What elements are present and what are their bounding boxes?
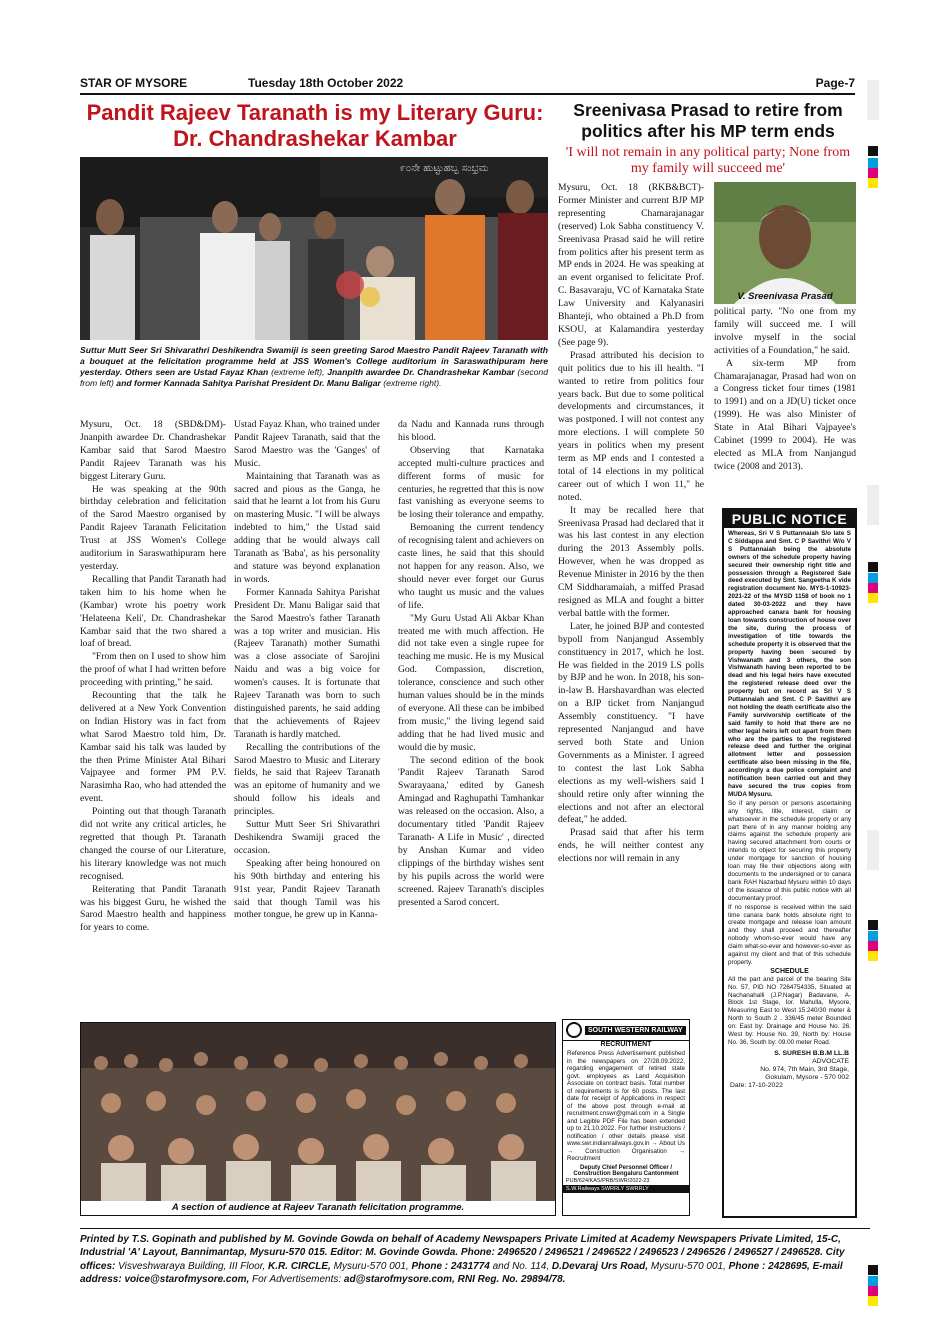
margin-gray-strip-low xyxy=(867,830,879,870)
lead-story-column-3: da Nadu and Kannada runs through his blood. Observing that Karnataka accepted multi-culture practices and different forms of music for centuries, he regretted that this is now fast vanishing as everyone seems to be losing their tolerance and empathy. Bemoaning the current tendency of recognising talent and achievers on caste lines, he said that this should not happen for any reason. Also, we should never ever forget our Gurus who taught us music and the values of life. "My Guru Ustad Ali Akbar Khan treated me with much affection. He did not take even a single rupee for teaching me music. He is my Musical God. Compassion, discretion, tolerance, conscience and such other human values should be in the minds of everyone. All these can be imbibed from music," the living legend said adding that he had lived music and would die by music. The second edition of the book 'Pandit Rajeev Taranath Sarod Swarayaana,' edited by Ganesh Amingad and Raghupathi Tamhankar was released on the occasion. Also, a documentary titled 'Pandit Rajeev Taranath- A Life in Music' , directed by Anshan Kumar and video clippings of the birthday wishes sent by his pupils across the world were screened. Rajeev Taranath's disciples presented a Sarod concert. xyxy=(398,419,544,908)
portrait-graphic xyxy=(714,182,856,304)
advocate-address-1: No. 974, 7th Main, 3rd Stage, xyxy=(760,1065,849,1073)
audience-caption: A section of audience at Rajeev Taranath felicitation programme. xyxy=(171,1202,465,1213)
prasad-photo-caption: V. Sreenivasa Prasad xyxy=(737,291,833,302)
lead-headline: Pandit Rajeev Taranath is my Literary Guru: Dr. Chandrashekar Kambar xyxy=(86,100,544,151)
lead-photo-caption: Suttur Mutt Seer Sri Shivarathri Deshikendra Swamiji is seen greeting Sarod Maestro Pandit Rajeev Taranath with a bouquet at the felicitation programme held at JSS Women's College auditorium in Saraswathipuram here yesterday. Others seen are Ustad Fayaz Khan (extreme left), Jnanpith awardee Dr. Chandrashekar Kambar (second from left) and former Kannada Sahitya Parishat President Dr. Manu Baligar (extreme right). xyxy=(80,345,548,388)
cmyk-mark-magenta-4 xyxy=(868,1286,878,1296)
side-story-column-2: political party. "No one from my family will succeed me. I will involve myself in the social activities of a Foundation," he said. A six-term MP from Chamarajanagar, Prasad had won on a Congress ticket four times (1981 to 1991) and on a JD(U) ticket once (1999). He was also Minister of State in Atal Bihari Vajpayee's Cabinet (1999 to 2004). He was elected as MLA from Nanjangud twice (2008 and 2013). xyxy=(714,306,856,472)
side-subhead: 'I will not remain in any political party; None from my family will succeed me' xyxy=(565,145,851,176)
public-notice-body: Whereas, Sri V S Puttannaiah S/o late S C Siddappa and Smt. C P Savithri W/o V S Puttannaiah being the absolute owners of the schedule property having secured their ownership right title and possession through a Registered Sale deed executed by Smt. Sangeetha K vide registration document No. MYS-1-10923-2021-22 of the MYSD 1158 of book no 1 dated 30-03-2022 and they have approached canara bank for housing loan towards construction of house over the site, during the process of investigation of title towards the schedule property it is observed that the property having been secured by Vishwanath and 3 others, the son Vishwanath having been reported to be dead and his legal heirs have executed the registered release deed over the property but on record as Sri V S Puttannaiah and Smt. C P Savithri are not holding the death certificate also the Family survivorship certificate of the said family to hold that there are no other legal heirs left out apart from them who are the parties to the registered release deed and further the original allotment letter and possession certificate also been missing in the file, accordingly a due police complaint and notification been carried out and they have secured the true copies from MUDA Mysuru. So if any person or persons ascertaining any rights, title, interest, claim or whatsoever in the schedule property or any part there of in any manner holding any claims against the schedule property are having secured attachment from courts or intends to object for securing this property under mortgage for sanction of housing loan may file their objections along with documents to the undersigned or to canara bank RAH Nazarbad Mysuru within 10 days of the issuance of this public notice with all documentary proof. If no response is received within the said time canara bank holds absolute right to create mortgage and release loan amount and they shall proceed and thereafter nobody whom-so-ever would have any claim what-so-ever and however-so-ever as against my client and that of this schedule property. SCHEDULE All the part and parcel of the bearing Site No. 57, PID NO 7264754335, Situated at Nachanahalli (J.P.Nagar) Badavane, A-Block 1st Stage, Ior. Mahulla, Mysore, Measuring East to West 15.240/30 meter & North to South 2 . 336/45 meter Bounded on: East by: Drainage and House No. 26. West by: House No. 39, North by: House No. 36, South by: 09.00 meter Road. xyxy=(728,530,851,1046)
public-notice xyxy=(722,508,857,1218)
cmyk-mark-black-1 xyxy=(868,146,878,156)
lead-story-column-1: Mysuru, Oct. 18 (SBD&DM)- Jnanpith awardee Dr. Chandrashekar Kambar said that Sarod Maestro Pandit Rajeev Taranath was his biggest Literary Guru. He was speaking at the 90th birthday celebration and felicitation of the Sarod Maestro organised by Pandit Rajeev Taranath Felicitation Trust at JSS Women's College auditorium in Saraswathipuram here yesterday. Recalling that Pandit Taranath had taken him to his home when he (Kambar) wrote his poetry work 'Helateena Keli', Dr. Chandrashekar Kambar said that the two shared a loaf of bread. "From then on I used to show him the proof of what I had written before proceeding with printing," he said. Recounting that the talk he delivered at a New York Convention on Indian History was in fact from what Sarod Maestro told him, Dr. Kambar said his talk was lauded by the then Prime Minister Atal Bihari Vajpayee and former PM P.V. Narasimha Rao, who had attended the event. Pointing out that though Taranath did not write any critical articles, he regretted that though Pt. Taranath changed the course of our Literature, his literary knowledge was not much recognised. Reiterating that Pandit Taranath was his biggest Guru, he wished the Sarod Maestro health and happiness for years to come. xyxy=(80,419,226,934)
railway-ad-signatory: Deputy Chief Personnel Officer / Construction Bengaluru Cantonment xyxy=(573,1164,679,1177)
audience-photo xyxy=(80,1022,556,1216)
cmyk-mark-magenta-2 xyxy=(868,583,878,593)
schedule-title: SCHEDULE xyxy=(770,967,809,975)
issue-date: Tuesday 18th October 2022 xyxy=(248,76,404,90)
railway-ad-body: Reference Press Advertisement published in the newspapers on 27/28.09.2022, regarding engagement of retired state govt. employees as Land Acquisition Associate on contract basis. Total number of requirements is for 60 posts. The last date for receipt of Applications in respect of the above post through e-mail at recruitment.cnswr@gmail.com in a Single and Legible PDF File has been extended up to 21.10.2022. For further instructions / notification / other details please visit www.swr.indianrailways.gov.in → About Us → Construction Organisation → Recruitment xyxy=(567,1050,685,1162)
margin-gray-strip-mid xyxy=(867,485,879,525)
cmyk-mark-black-2 xyxy=(868,562,878,572)
cmyk-mark-magenta-1 xyxy=(868,168,878,178)
audience-photo-graphic xyxy=(81,1023,555,1215)
cmyk-mark-cyan-1 xyxy=(868,158,878,168)
cmyk-mark-black-4 xyxy=(868,1265,878,1275)
cmyk-mark-cyan-2 xyxy=(868,573,878,583)
railway-ad-social: S.W.Railways SWRRLY SWRRLY xyxy=(563,1185,689,1193)
lead-story-column-2: Ustad Fayaz Khan, who trained under Pandit Rajeev Taranath, said that the Sarod Maestro was the 'Ganges' of Music. Maintaining that Taranath was as sacred and pious as the Ganga, he said that he learnt a lot from his Guru on mastering Music. "I will be always indebted to him," the Ustad said adding that he would always call Taranath as 'Baba', as his personality and stature was beyond explanation in words. Former Kannada Sahitya Parishat President Dr. Manu Baligar said that the Sarod Maestro's father Taranath was a top writer and musician. His (Rajeev Taranath) mother Sumathi was a close associate of Sarojini Naidu and was a big voice for women's causes. It is fortunate that Rajeev Taranath was born to such distinguished parents, he said adding that the achievements of Rajeev Taranath is hardly matched. Recalling the contributions of the Sarod Maestro to Music and Literary fields, he said that Rajeev Taranath was an epitome of humanity and we should follow his ideals and principles. Suttur Mutt Seer Sri Shivarathri Deshikendra Swamiji graced the occasion. Speaking after being honoured on his 90th birthday and entering his 91st year, Pandit Rajeev Taranath said that though Tamil was his mother tongue, he grew up in Kanna- xyxy=(234,419,380,921)
cmyk-mark-magenta-3 xyxy=(868,941,878,951)
margin-gray-strip-top xyxy=(867,80,879,120)
footer-rule xyxy=(80,1228,870,1229)
schedule-text: All the part and parcel of the bearing Site No. 57, PID NO 7264754335, Situated at Nachanahalli (J.P.Nagar) Badavane, A-Block 1st Stage, Ior. Mahulla, Mysore, Measuring East to West 15.240/30 meter & North to South 2 . 336/45 meter Bounded on: East by: Drainage and House No. 26. West by: House No. 39, North by: House No. 36, South by: 09.00 meter Road. xyxy=(728,975,851,1046)
railway-ad-title: RECRUITMENT xyxy=(600,1041,652,1048)
side-headline: Sreenivasa Prasad to retire from politics after his MP term ends xyxy=(573,100,843,141)
paper-name: STAR OF MYSORE xyxy=(80,76,188,90)
prasad-photo xyxy=(714,182,856,304)
cmyk-mark-cyan-4 xyxy=(868,1276,878,1286)
advocate-title: ADVOCATE xyxy=(812,1057,849,1065)
railway-name: SOUTH WESTERN RAILWAY xyxy=(585,1026,686,1035)
felicitation-photo-graphic xyxy=(80,157,548,340)
cmyk-mark-yellow-3 xyxy=(868,951,878,961)
cmyk-mark-yellow-2 xyxy=(868,593,878,603)
masthead xyxy=(80,76,855,92)
banner-text: ೯೦ನೇ ಹುಟ್ಟುಹಬ್ಬ ಸಂಭ್ರಮ xyxy=(400,163,489,174)
advocate-name: S. SURESH B.B.M LL.B xyxy=(774,1049,849,1057)
public-notice-title: PUBLIC NOTICE xyxy=(724,510,855,528)
page-number: Page-7 xyxy=(815,76,855,90)
cmyk-mark-yellow-4 xyxy=(868,1296,878,1306)
cmyk-mark-cyan-3 xyxy=(868,931,878,941)
notice-date: Date: 17-10-2022 xyxy=(730,1081,783,1089)
cmyk-mark-yellow-1 xyxy=(868,178,878,188)
imprint-footer: Printed by T.S. Gopinath and published by M. Govinde Gowda on behalf of Academy Newspapers Private Limited at Academy Newspapers Private Limited, 15-C, Industrial 'A' Layout, Bannimantap, Mysuru-570 015. Editor: M. Govinde Gowda. Phone: 2496520 / 2496521 / 2496522 / 2496523 / 2496526 / 2496527 / 2496528. City offices: Visveshwaraya Building, III Floor, K.R. CIRCLE, Mysuru-570 001, Phone : 2431774 and No. 114, D.Devaraj Urs Road, Mysuru-570 001, Phone : 2428695, E-mail address: voice@starofmysore.com, For Advertisements: ad@starofmysore.com, RNI Reg. No. 29894/78. xyxy=(80,1234,845,1285)
railway-recruitment-ad xyxy=(562,1019,690,1216)
masthead-rule xyxy=(80,93,855,95)
advocate-address-2: Gokulam, Mysore - 570 002 xyxy=(765,1073,849,1081)
railway-logo-icon xyxy=(566,1022,582,1038)
cmyk-mark-black-3 xyxy=(868,920,878,930)
lead-photo xyxy=(80,157,548,340)
side-story-column-1: Mysuru, Oct. 18 (RKB&BCT)- Former Minister and current BJP MP representing Chamarajanagar (reserved) Lok Sabha constituency V. Sreenivasa Prasad said he will retire from politics after his present term as MP ends in 2024. He was speaking at an event organised to felicitate Prof. C. Basavaraju, VC of Karnataka State Law University and Kalyanasiri Bhanteji, who obtained a Ph.D from KSOU, at Kalamandira yesterday (See page 9). Prasad attributed his decision to quit politics due to his ill health. "I wanted to retire from politics four years back. But due to some political developments and circumstances, it was postponed. I will not contest any more elections. I will complete 50 years in politics when my present term as MP ends and I contested a total of 14 elections in my political career out of which I won 11," he noted. It may be recalled here that Sreenivasa Prasad had declared that it was his last contest in any election during the 2013 Assembly polls. However, when he was dropped as Revenue Minister in 2016 by the then CM Siddharamaiah, a miffed Prasad resigned as MLA and fought a bitter verbal battle with the former. Later, he joined BJP and contested bypoll from Nanjangud Assembly constituency in 2017, which he lost. He was fielded in the 2019 LS polls by BJP and he won. In 2018, his son-in-law B. Harshavardhan was elected on a BJP ticket from Nanjangud Assembly constituency. "I have represented Nanjangud and have served both State and Union Governments as a Minister. I agreed to contest the last Lok Sabha elections as my well-wishers said I should retire only after winning the elections and not after an electoral defeat," he added. Prasad said that after his term ends, he will neither contest any elections nor will remain in any xyxy=(558,182,704,865)
railway-logo-row xyxy=(563,1020,689,1041)
railway-ad-ref: PUB/624/KAS/PRB/SWR/2022-23 xyxy=(566,1177,650,1184)
